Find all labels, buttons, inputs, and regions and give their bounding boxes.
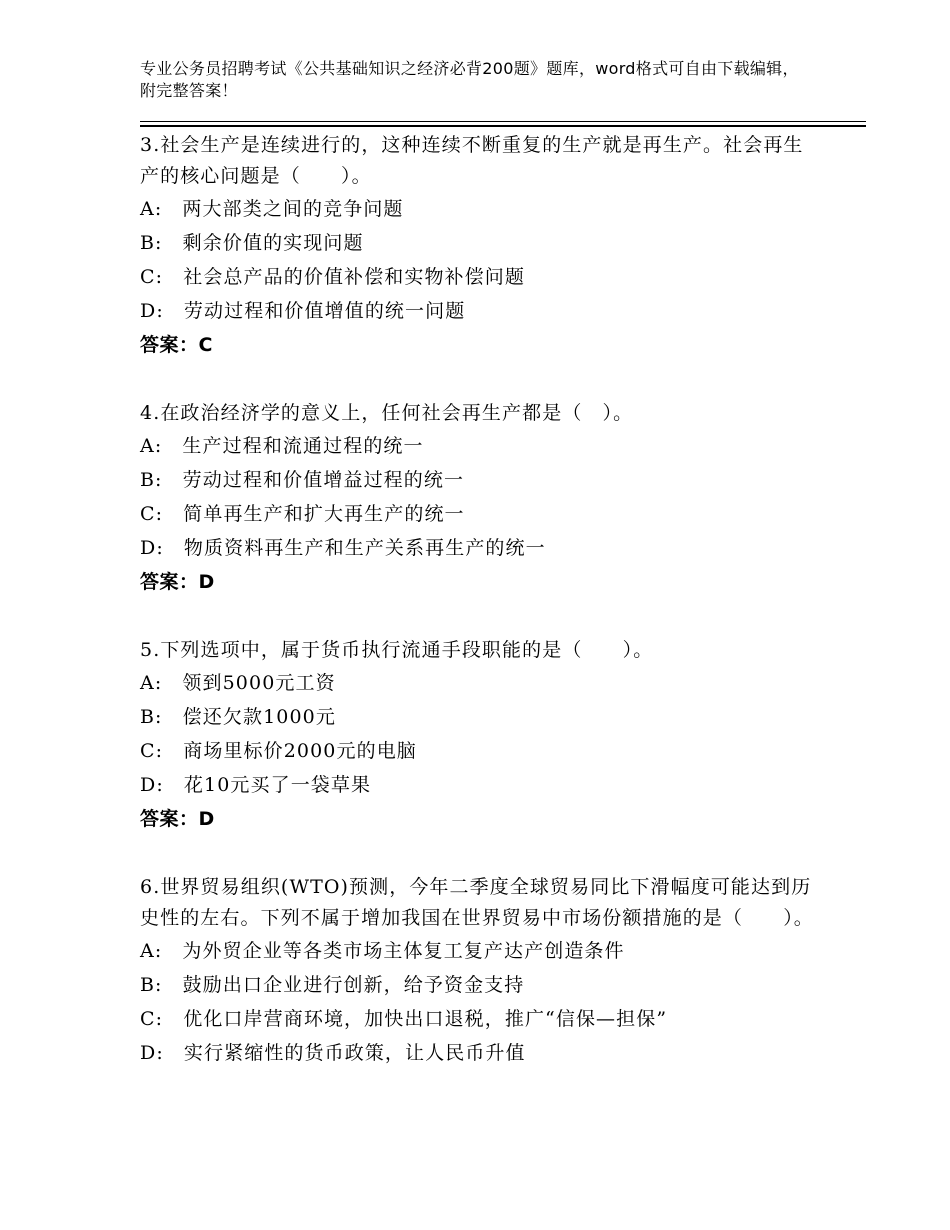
document-header: 专业公务员招聘考试《公共基础知识之经济必背200题》题库，word格式可自由下载编辑，附完整答案！ bbox=[140, 59, 799, 100]
option-c: C: 优化口岸营商环境，加快出口退税，推广“信保—担保” bbox=[140, 1008, 668, 1030]
answer-line: 答案：C bbox=[140, 334, 213, 356]
question-spacer bbox=[140, 362, 820, 396]
question-stem: 4.在政治经济学的意义上，任何社会再生产都是（ ）。 bbox=[140, 402, 634, 424]
option-d: D: 物质资料再生产和生产关系再生产的统一 bbox=[140, 537, 546, 559]
question-5 bbox=[140, 633, 820, 836]
option-c: C: 商场里标价2000元的电脑 bbox=[140, 740, 417, 762]
option-b: B: 鼓励出口企业进行创新，给予资金支持 bbox=[140, 974, 525, 996]
question-stem: 3.社会生产是连续进行的，这种连续不断重复的生产就是再生产。社会再生产的核心问题是（ ）。 bbox=[140, 134, 804, 187]
question-3 bbox=[140, 128, 820, 362]
question-6 bbox=[140, 870, 820, 1070]
question-spacer bbox=[140, 599, 820, 633]
option-c: C: 简单再生产和扩大再生产的统一 bbox=[140, 503, 465, 525]
option-a: A: 生产过程和流通过程的统一 bbox=[140, 435, 424, 457]
option-b: B: 劳动过程和价值增益过程的统一 bbox=[140, 469, 465, 491]
option-a: A: 为外贸企业等各类市场主体复工复产达产创造条件 bbox=[140, 940, 625, 962]
option-a: A: 两大部类之间的竞争问题 bbox=[140, 198, 404, 220]
option-b: B: 偿还欠款1000元 bbox=[140, 706, 336, 728]
option-d: D: 实行紧缩性的货币政策，让人民币升值 bbox=[140, 1042, 526, 1064]
option-b: B: 剩余价值的实现问题 bbox=[140, 232, 364, 254]
option-a: A: 领到5000元工资 bbox=[140, 672, 336, 694]
question-spacer bbox=[140, 836, 820, 870]
answer-line: 答案：D bbox=[140, 571, 215, 593]
question-stem: 5.下列选项中，属于货币执行流通手段职能的是（ ）。 bbox=[140, 639, 654, 661]
option-c: C: 社会总产品的价值补偿和实物补偿问题 bbox=[140, 266, 525, 288]
question-list bbox=[140, 128, 820, 1070]
header-rule-thick bbox=[140, 125, 866, 127]
option-d: D: 劳动过程和价值增值的统一问题 bbox=[140, 300, 466, 322]
question-stem: 6.世界贸易组织(WTO)预测，今年二季度全球贸易同比下滑幅度可能达到历史性的左右。下列不属于增加我国在世界贸易中市场份额措施的是（ ）。 bbox=[140, 876, 814, 929]
header-rule-thin bbox=[140, 121, 866, 122]
question-4 bbox=[140, 396, 820, 599]
answer-line: 答案：D bbox=[140, 808, 215, 830]
option-d: D: 花10元买了一袋草果 bbox=[140, 774, 372, 796]
